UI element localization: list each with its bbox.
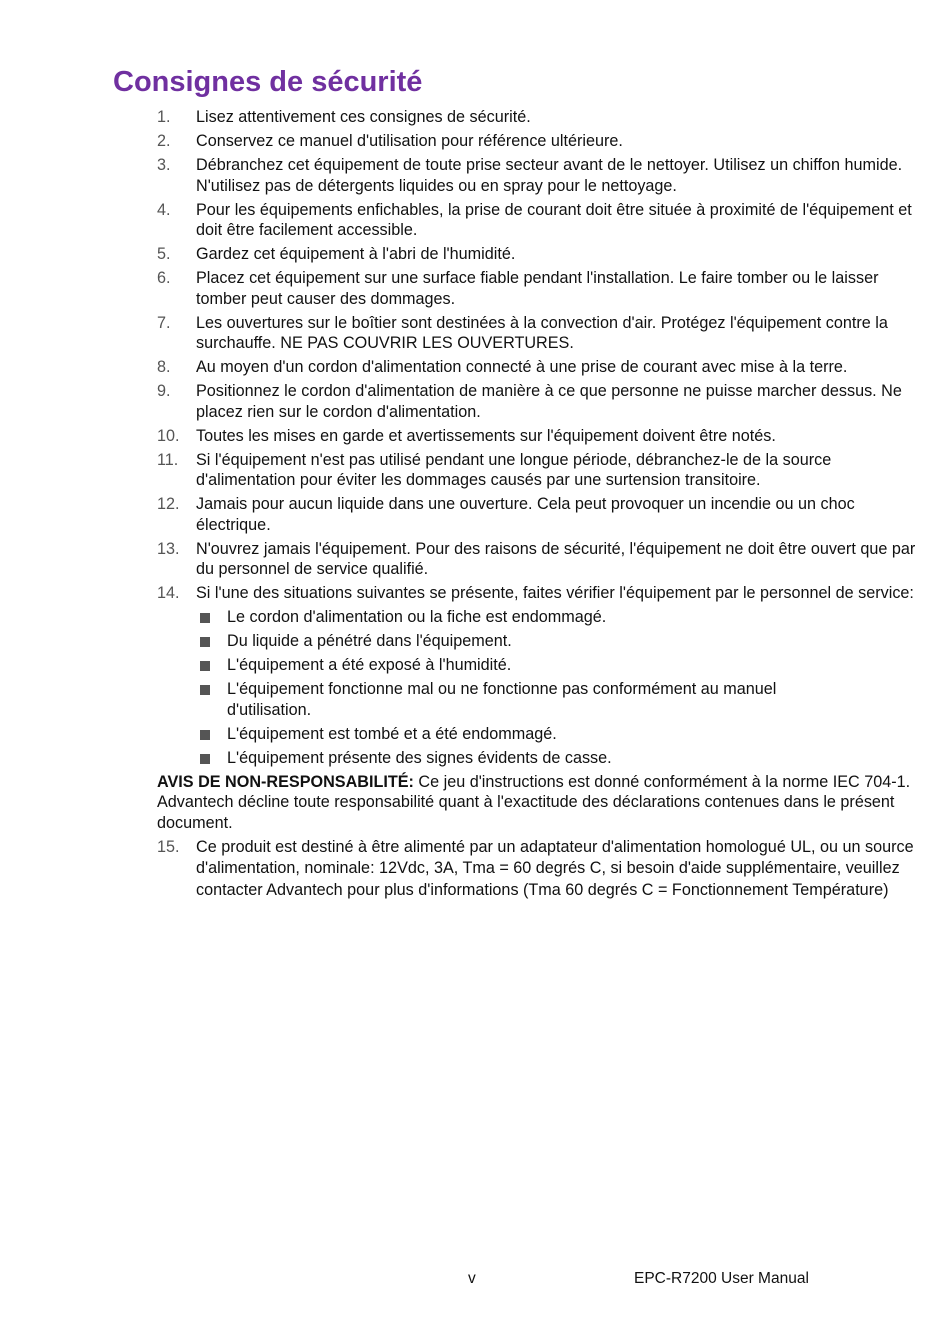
page-number: v bbox=[468, 1270, 476, 1287]
item-text: Toutes les mises en garde et avertissements sur l'équipement doivent être notés. bbox=[196, 426, 776, 445]
item-number: 15. bbox=[157, 837, 180, 856]
item-text: Si l'une des situations suivantes se présente, faites vérifier l'équipement par le personnel de service: bbox=[196, 584, 914, 602]
list-item bbox=[0, 107, 950, 128]
item-number: 9. bbox=[157, 382, 171, 400]
disclaimer-text: Ce jeu d'instructions est donné conformément à la norme IEC 704-1. Advantech décline toute responsabilité quant à l'exactitude des déclarations contenues dans le présent document. bbox=[157, 772, 911, 832]
item-text: Les ouvertures sur le boîtier sont destinées à la convection d'air. Protégez l'équipement contre la surchauffe. NE PAS COUVRIR LES OUVERTURES. bbox=[196, 313, 888, 352]
list-item bbox=[0, 268, 950, 309]
bullet-text: L'équipement a été exposé à l'humidité. bbox=[227, 656, 512, 674]
item-number: 6. bbox=[157, 269, 171, 287]
list-item bbox=[0, 539, 950, 580]
bullet-text: L'équipement présente des signes évidents de casse. bbox=[227, 748, 612, 767]
list-item bbox=[0, 131, 950, 152]
list-item bbox=[0, 583, 950, 604]
item-number: 1. bbox=[157, 108, 171, 126]
item-number: 4. bbox=[157, 200, 171, 219]
square-bullet-icon bbox=[200, 685, 210, 695]
item-number: 2. bbox=[157, 132, 171, 150]
item-text: N'ouvrez jamais l'équipement. Pour des raisons de sécurité, l'équipement ne doit être ouvert que par du personnel de service qualifié. bbox=[196, 539, 916, 578]
manual-name: EPC-R7200 User Manual bbox=[634, 1270, 809, 1287]
item-text: Lisez attentivement ces consignes de sécurité. bbox=[196, 108, 531, 126]
item-number: 7. bbox=[157, 313, 171, 332]
item-text: Ce produit est destiné à être alimenté par un adaptateur d'alimentation homologué UL, ou un source d'alimentation, nominale: 12Vdc, 3A, Tma = 60 degrés C, si besoin d'aide supplémentaire, veuillez contacter Advantech pour plus d'informations (Tma 60 degrés C = Fonctionnement Température) bbox=[196, 837, 914, 899]
bullet-text: Le cordon d'alimentation ou la fiche est endommagé. bbox=[227, 608, 607, 626]
list-item bbox=[0, 450, 950, 491]
list-item bbox=[0, 494, 950, 535]
item-number: 10. bbox=[157, 426, 180, 445]
list-item bbox=[0, 313, 950, 354]
item-text: Si l'équipement n'est pas utilisé pendant une longue période, débranchez-le de la source d'alimentation pour éviter les dommages causés par une surtension transitoire. bbox=[196, 450, 832, 489]
bullet-text: L'équipement est tombé et a été endommagé. bbox=[227, 724, 557, 743]
list-item bbox=[0, 357, 950, 378]
item-number: 14. bbox=[157, 584, 180, 602]
item-text: Au moyen d'un cordon d'alimentation connecté à une prise de courant avec mise à la terre. bbox=[196, 358, 848, 376]
disclaimer-label: AVIS DE NON-RESPONSABILITÉ: bbox=[157, 772, 414, 791]
bullet-item bbox=[0, 748, 950, 769]
bullet-text: Du liquide a pénétré dans l'équipement. bbox=[227, 632, 512, 650]
item-text: Débranchez cet équipement de toute prise secteur avant de le nettoyer. Utilisez un chiffon humide. N'utilisez pas de détergents liquides ou en spray pour le nettoyage. bbox=[196, 156, 903, 195]
item-text: Placez cet équipement sur une surface fiable pendant l'installation. Le faire tomber ou le laisser tomber peut causer des dommages. bbox=[196, 269, 879, 308]
item-text: Pour les équipements enfichables, la prise de courant doit être située à proximité de l'équipement et doit être facilement accessible. bbox=[196, 200, 912, 239]
bullet-item bbox=[0, 655, 950, 676]
list-item bbox=[0, 155, 950, 196]
item-number: 3. bbox=[157, 156, 171, 174]
square-bullet-icon bbox=[200, 754, 210, 764]
list-item bbox=[0, 381, 950, 422]
list-item bbox=[0, 426, 950, 447]
bullet-text: L'équipement fonctionne mal ou ne fonctionne pas conformément au manuel d'utilisation. bbox=[227, 680, 777, 719]
item-number: 11. bbox=[157, 450, 179, 469]
disclaimer-paragraph bbox=[157, 772, 927, 834]
item-text: Gardez cet équipement à l'abri de l'humidité. bbox=[196, 245, 516, 263]
bullet-item bbox=[0, 679, 950, 720]
bullet-item bbox=[0, 724, 950, 745]
list-item bbox=[0, 200, 950, 241]
item-number: 5. bbox=[157, 245, 171, 263]
item-text: Jamais pour aucun liquide dans une ouverture. Cela peut provoquer un incendie ou un choc électrique. bbox=[196, 495, 855, 534]
list-item bbox=[0, 837, 950, 902]
bullet-item bbox=[0, 631, 950, 652]
square-bullet-icon bbox=[200, 613, 210, 623]
item-number: 8. bbox=[157, 358, 171, 376]
item-text: Conservez ce manuel d'utilisation pour référence ultérieure. bbox=[196, 132, 623, 150]
item-number: 12. bbox=[157, 495, 180, 513]
item-text: Positionnez le cordon d'alimentation de manière à ce que personne ne puisse marcher dessus. Ne placez rien sur le cordon d'alimentation. bbox=[196, 382, 902, 421]
square-bullet-icon bbox=[200, 661, 210, 671]
square-bullet-icon bbox=[200, 637, 210, 647]
page-title: Consignes de sécurité bbox=[113, 66, 423, 98]
square-bullet-icon bbox=[200, 730, 210, 740]
safety-instructions-list bbox=[0, 107, 950, 901]
list-item bbox=[0, 244, 950, 265]
item-number: 13. bbox=[157, 539, 180, 558]
bullet-item bbox=[0, 607, 950, 628]
